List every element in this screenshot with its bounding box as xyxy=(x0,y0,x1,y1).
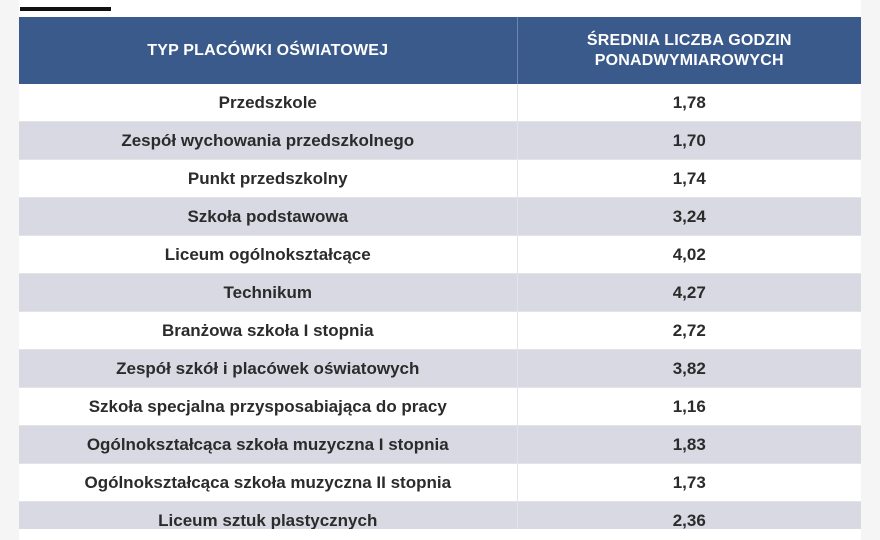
institution-type-cell: Technikum xyxy=(19,274,517,312)
average-hours-cell: 3,82 xyxy=(517,350,861,388)
table-body xyxy=(19,84,861,540)
average-hours-cell: 1,16 xyxy=(517,388,861,426)
average-hours-cell: 1,70 xyxy=(517,122,861,160)
table-row xyxy=(19,198,861,236)
institution-type-cell: Szkoła specjalna przysposabiająca do pracy xyxy=(19,388,517,426)
next-row-partial xyxy=(19,529,861,540)
table-row xyxy=(19,84,861,122)
average-hours-cell: 2,36 xyxy=(517,502,861,540)
institution-type-cell: Ogólnokształcąca szkoła muzyczna I stopnia xyxy=(19,426,517,464)
table-row xyxy=(19,312,861,350)
average-hours-cell: 2,72 xyxy=(517,312,861,350)
institution-type-cell: Ogólnokształcąca szkoła muzyczna II stopnia xyxy=(19,464,517,502)
average-hours-cell: 3,24 xyxy=(517,198,861,236)
overtime-hours-table xyxy=(19,17,861,540)
table-row xyxy=(19,236,861,274)
table-row xyxy=(19,464,861,502)
institution-type-cell: Liceum ogólnokształcące xyxy=(19,236,517,274)
table-row xyxy=(19,274,861,312)
data-table-container xyxy=(19,17,861,540)
average-hours-cell: 1,74 xyxy=(517,160,861,198)
header-institution-type: TYP PLACÓWKI OŚWIATOWEJ xyxy=(19,17,517,84)
table-header xyxy=(19,17,861,84)
table-row xyxy=(19,122,861,160)
header-average-overtime-hours: ŚREDNIA LICZBA GODZIN PONADWYMIAROWYCH xyxy=(517,17,861,84)
average-hours-cell: 1,83 xyxy=(517,426,861,464)
institution-type-cell: Liceum sztuk plastycznych xyxy=(19,502,517,540)
left-page-margin xyxy=(0,0,19,540)
institution-type-cell: Szkoła podstawowa xyxy=(19,198,517,236)
institution-type-cell: Przedszkole xyxy=(19,84,517,122)
institution-type-cell: Punkt przedszkolny xyxy=(19,160,517,198)
table-row xyxy=(19,388,861,426)
institution-type-cell: Branżowa szkoła I stopnia xyxy=(19,312,517,350)
top-divider-rule xyxy=(20,7,111,11)
right-page-margin xyxy=(861,0,880,540)
institution-type-cell: Zespół szkół i placówek oświatowych xyxy=(19,350,517,388)
table-row xyxy=(19,160,861,198)
header-row xyxy=(19,17,861,84)
average-hours-cell: 1,78 xyxy=(517,84,861,122)
average-hours-cell: 1,73 xyxy=(517,464,861,502)
table-row xyxy=(19,426,861,464)
table-row xyxy=(19,350,861,388)
average-hours-cell: 4,02 xyxy=(517,236,861,274)
institution-type-cell: Zespół wychowania przedszkolnego xyxy=(19,122,517,160)
average-hours-cell: 4,27 xyxy=(517,274,861,312)
